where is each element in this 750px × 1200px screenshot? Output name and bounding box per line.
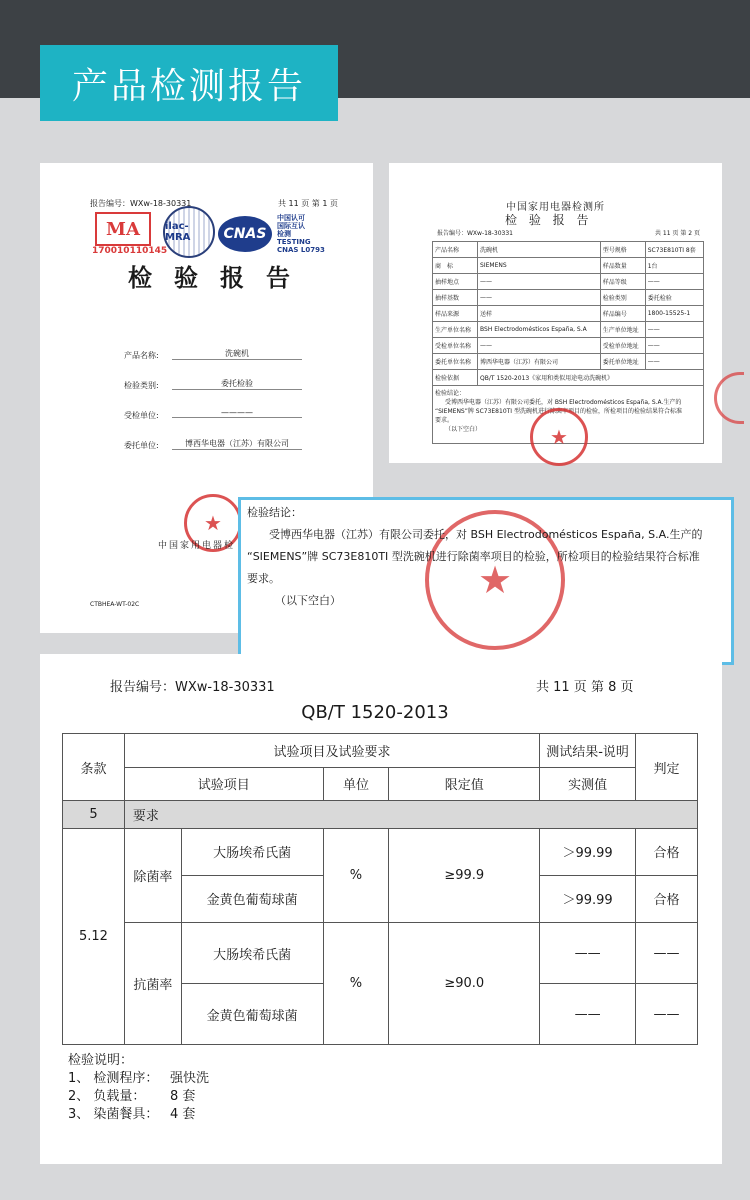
cma-logo-label: MA — [106, 218, 140, 240]
table-cell: 样品等级 — [600, 274, 645, 290]
measured-value: —— — [540, 923, 636, 984]
table-row — [63, 828, 698, 875]
p1-field-row — [124, 410, 304, 421]
table-row — [63, 923, 698, 984]
table-cell: 样品来源 — [433, 306, 478, 322]
note-line — [68, 1106, 209, 1124]
p2-blank-note: （以下空白） — [445, 426, 482, 433]
table-header-row — [63, 734, 698, 768]
table-cell: —— — [478, 290, 601, 306]
p1-form-code: CTBHEA-WT-02C — [90, 601, 140, 608]
p2-conclusion-line: 要求。 — [435, 417, 454, 424]
table-row — [433, 370, 704, 386]
p1-field-label: 委托单位: — [124, 441, 159, 450]
note-key: 2、 负载量： — [68, 1089, 146, 1104]
callout-line: “SIEMENS”牌 SC73E810TI 型洗碗机进行除菌率项目的检验，所检项目的检验结果符合标准 — [247, 550, 700, 563]
table-cell: 受检单位地址 — [600, 338, 645, 354]
table-cell: 抽样基数 — [433, 290, 478, 306]
table-row — [433, 354, 704, 370]
p1-report-title: 检验报告 — [128, 263, 312, 292]
callout-blank-note: （以下空白） — [275, 594, 341, 607]
judgement-value: 合格 — [636, 828, 698, 875]
conclusion-zoom-callout — [238, 497, 734, 665]
p3-standard-title: QB/T 1520-2013 — [301, 702, 449, 723]
p3-report-number: 报告编号：WXw-18-30331 — [110, 680, 275, 695]
p1-field-value: 委托检验 — [172, 378, 302, 390]
test-item: 金黄色葡萄球菌 — [181, 984, 323, 1045]
section-title: 产品检测报告 — [71, 65, 306, 107]
cnas-text-line: 国际互认 — [277, 222, 305, 230]
p1-field-value: 博西华电器（江苏）有限公司 — [172, 438, 302, 450]
table-cell: SIEMENS — [478, 258, 601, 274]
table-cell: —— — [645, 338, 703, 354]
p2-report-number: 报告编号：WXw-18-30331 — [437, 230, 514, 237]
judgement-value: —— — [636, 923, 698, 984]
table-cell: 样品数量 — [600, 258, 645, 274]
test-item: 金黄色葡萄球菌 — [181, 875, 323, 922]
p2-page-info: 共 11 页 第 2 页 — [655, 230, 700, 237]
header-judgement: 判定 — [636, 734, 698, 801]
notes-title: 检验说明： — [68, 1053, 134, 1068]
header-limit: 限定值 — [389, 767, 540, 801]
table-row — [433, 242, 704, 258]
judgement-value: —— — [636, 984, 698, 1045]
cnas-text-line: 检测 — [277, 230, 291, 238]
note-line — [68, 1088, 209, 1106]
note-value: 4 套 — [170, 1107, 196, 1122]
table-cell: 1800-15525-1 — [645, 306, 703, 322]
test-notes — [68, 1052, 209, 1124]
header-items-requirements: 试验项目及试验要求 — [124, 734, 539, 768]
table-section-row — [63, 801, 698, 828]
cnas-text-block — [277, 214, 325, 254]
cnas-text-line: 中国认可 — [277, 214, 305, 222]
table-cell: SC73E810TI 8套 — [645, 242, 703, 258]
ilac-logo-label: ilac-MRA — [165, 221, 191, 243]
p3-page-info: 共 11 页 第 8 页 — [536, 680, 634, 695]
table-cell: 1台 — [645, 258, 703, 274]
section-title-banner — [40, 45, 338, 121]
table-cell: 博西华电器（江苏）有限公司 — [478, 354, 601, 370]
table-cell: 型号规格 — [600, 242, 645, 258]
judgement-value: 合格 — [636, 875, 698, 922]
header-measured: 实测值 — [540, 767, 636, 801]
p1-field-label: 产品名称: — [124, 351, 159, 360]
table-row — [433, 338, 704, 354]
table-cell: 委托检验 — [645, 290, 703, 306]
p1-red-seal-icon: ★ — [184, 494, 242, 552]
table-cell: QB/T 1520-2013《家用和类似用途电动洗碗机》 — [478, 370, 704, 386]
p1-footer-institute: 中国家用电器检 — [158, 541, 236, 551]
table-cell: 生产单位名称 — [433, 322, 478, 338]
table-cell: 商 标 — [433, 258, 478, 274]
clause-number: 5.12 — [63, 828, 125, 1044]
unit-cell: % — [323, 923, 389, 1045]
callout-line: 受博西华电器（江苏）有限公司委托，对 BSH Electrodomésticos España, S.A.生产的 — [269, 528, 703, 541]
p2-red-seal-icon: ★ — [530, 408, 588, 466]
p1-report-number: 报告编号：WXw-18-30331 — [90, 199, 192, 208]
section-number: 5 — [63, 801, 125, 828]
table-cell: 样品编号 — [600, 306, 645, 322]
p2-institute-name: 中国家用电器检测所 — [506, 202, 605, 213]
p1-field-row — [124, 440, 304, 451]
p1-page-info: 共 11 页 第 1 页 — [278, 199, 338, 208]
callout-label: 检验结论： — [247, 506, 302, 519]
header-unit: 单位 — [323, 767, 389, 801]
result-table — [62, 733, 698, 1045]
table-cell: 抽样地点 — [433, 274, 478, 290]
cnas-logo-label: CNAS — [223, 226, 267, 242]
header-result: 测试结果-说明 — [540, 734, 636, 768]
note-key: 3、 染菌餐具： — [68, 1107, 159, 1122]
table-cell: 受检单位名称 — [433, 338, 478, 354]
header-clause: 条款 — [63, 734, 125, 801]
header-item: 试验项目 — [124, 767, 323, 801]
table-row — [433, 322, 704, 338]
unit-cell: % — [323, 828, 389, 923]
table-row — [433, 258, 704, 274]
star-icon: ★ — [477, 558, 513, 602]
table-cell: —— — [478, 274, 601, 290]
table-header-row — [63, 767, 698, 801]
p1-field-label: 检验类别: — [124, 381, 159, 390]
p1-field-value: 洗碗机 — [172, 348, 302, 360]
p2-title: 检 验 报 告 — [505, 213, 593, 227]
table-cell: 洗碗机 — [478, 242, 601, 258]
table-cell: 委托单位名称 — [433, 354, 478, 370]
test-item: 大肠埃希氏菌 — [181, 828, 323, 875]
note-line — [68, 1070, 209, 1088]
cnas-text-line: CNAS L0793 — [277, 246, 325, 254]
p1-field-value: ———— — [172, 408, 302, 418]
note-value: 强快洗 — [170, 1071, 210, 1086]
cma-logo-icon — [95, 212, 151, 246]
limit-cell: ≥99.9 — [389, 828, 540, 923]
table-cell: 产品名称 — [433, 242, 478, 258]
p2-conclusion-label: 检验结论： — [435, 390, 466, 397]
table-cell: —— — [645, 322, 703, 338]
measured-value: ＞99.99 — [540, 875, 636, 922]
limit-cell: ≥90.0 — [389, 923, 540, 1045]
measured-value: ＞99.99 — [540, 828, 636, 875]
table-cell: 检验依据 — [433, 370, 478, 386]
group-name: 抗菌率 — [124, 923, 181, 1045]
p1-field-row — [124, 350, 304, 361]
note-value: 8 套 — [170, 1089, 196, 1104]
table-cell: —— — [645, 354, 703, 370]
p1-field-row — [124, 380, 304, 391]
table-row — [433, 290, 704, 306]
table-cell: —— — [645, 274, 703, 290]
table-cell: —— — [478, 338, 601, 354]
table-cell: 委托单位地址 — [600, 354, 645, 370]
p2-conclusion-line: 受博西华电器（江苏）有限公司委托，对 BSH Electrodomésticos España, S.A.生产的 — [445, 399, 682, 406]
callout-line: 要求。 — [247, 572, 280, 585]
measured-value: —— — [540, 984, 636, 1045]
p2-conclusion-line: “SIEMENS”牌 SC73E810TI 型洗碗机进行除菌率项目的检验，所检项目的检验结果符合标准 — [435, 408, 682, 415]
table-cell: BSH Electrodomésticos España, S.A — [478, 322, 601, 338]
table-cell: 生产单位地址 — [600, 322, 645, 338]
cma-number: 170010110145 — [92, 246, 168, 256]
table-cell: 检验类别 — [600, 290, 645, 306]
p1-field-label: 受检单位: — [124, 411, 159, 420]
note-key: 1、 检测程序： — [68, 1071, 159, 1086]
table-cell: 送样 — [478, 306, 601, 322]
cnas-text-line: TESTING — [277, 238, 311, 246]
table-row — [433, 274, 704, 290]
table-row — [433, 306, 704, 322]
test-item: 大肠埃希氏菌 — [181, 923, 323, 984]
group-name: 除菌率 — [124, 828, 181, 923]
ilac-mra-logo-icon — [163, 206, 215, 258]
section-name: 要求 — [124, 801, 697, 828]
cnas-logo-icon — [218, 216, 272, 252]
